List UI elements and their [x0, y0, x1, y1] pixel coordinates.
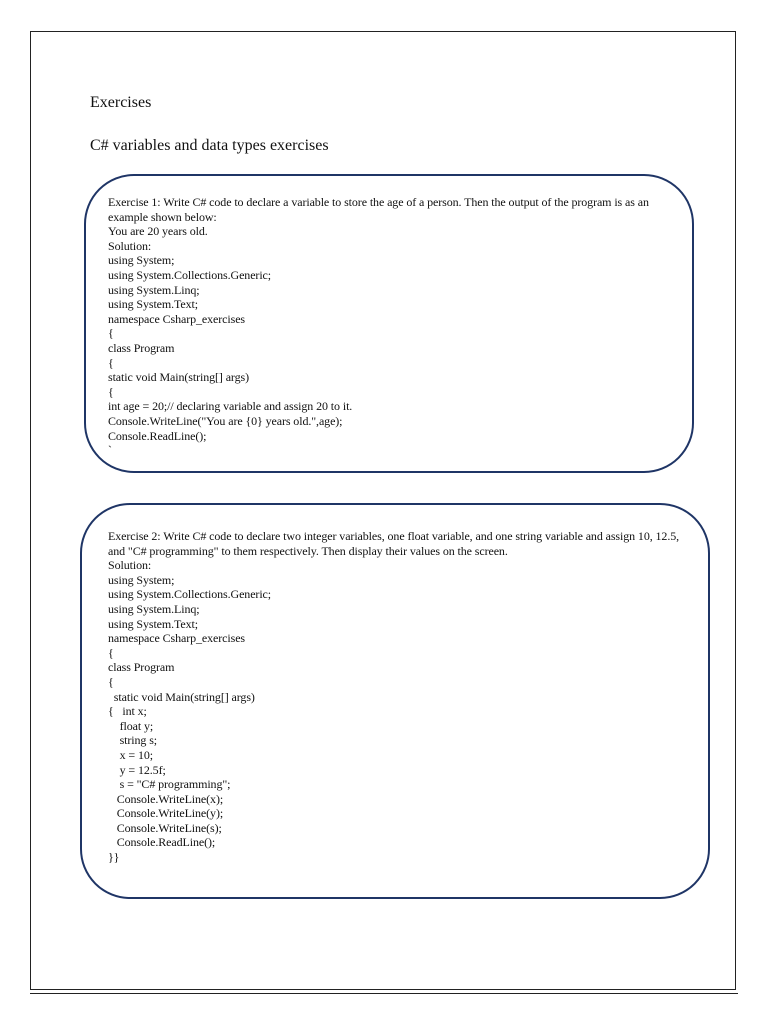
code-line: Solution:	[108, 558, 152, 573]
exercise-1-box	[84, 174, 694, 473]
code-line: {	[108, 384, 114, 399]
code-line: class Program	[108, 660, 175, 675]
exercise-1-code	[108, 224, 676, 458]
code-line: static void Main(string[] args)	[108, 689, 255, 704]
code-line: using System;	[108, 572, 175, 587]
code-line: using System.Text;	[108, 297, 199, 312]
code-line: s = "C# programming";	[108, 777, 231, 792]
code-line: using System;	[108, 253, 175, 268]
code-line: {	[108, 645, 114, 660]
code-line: Solution:	[108, 238, 152, 253]
code-line: y = 12.5f;	[108, 762, 166, 777]
code-line: You are 20 years old.	[108, 224, 208, 239]
exercise-2-box	[80, 503, 710, 899]
code-line: using System.Linq;	[108, 282, 200, 297]
code-line: Console.ReadLine();	[108, 835, 216, 850]
code-line: Console.WriteLine(x);	[108, 791, 224, 806]
code-line: using System.Linq;	[108, 601, 200, 616]
code-line: using System.Collections.Generic;	[108, 587, 272, 602]
code-line: {	[108, 326, 114, 341]
section-subheading: C# variables and data types exercises	[90, 137, 329, 154]
exercise-2-code	[108, 558, 692, 864]
exercise-2-prompt: Exercise 2: Write C# code to declare two integer variables, one float variable, and one string variable and assign 10, 12.5, and "C# programming" to them respectively. Then display their values on the screen.	[108, 529, 680, 558]
code-line: class Program	[108, 340, 175, 355]
code-line: {	[108, 674, 114, 689]
section-heading: Exercises	[90, 94, 152, 111]
code-line: Console.ReadLine();	[108, 428, 207, 443]
code-line: namespace Csharp_exercises	[108, 311, 246, 326]
code-line: namespace Csharp_exercises	[108, 631, 246, 646]
code-line: { int x;	[108, 704, 147, 719]
exercise-1-body	[108, 195, 676, 458]
exercise-1-prompt: Exercise 1: Write C# code to declare a variable to store the age of a person. Then the output of the program is as an example shown below:	[108, 195, 649, 224]
code-line: Console.WriteLine("You are {0} years old.",age);	[108, 413, 343, 428]
code-line: Console.WriteLine(s);	[108, 820, 222, 835]
code-line: int age = 20;// declaring variable and assign 20 to it.	[108, 399, 353, 414]
code-line: static void Main(string[] args)	[108, 370, 249, 385]
exercise-2-body	[108, 529, 692, 865]
code-line: {	[108, 355, 114, 370]
code-line: }}	[108, 850, 120, 865]
page-bottom-rule	[30, 993, 738, 994]
code-line: using System.Text;	[108, 616, 199, 631]
code-line: `	[108, 443, 112, 458]
code-line: using System.Collections.Generic;	[108, 267, 272, 282]
code-line: float y;	[108, 718, 154, 733]
code-line: Console.WriteLine(y);	[108, 806, 224, 821]
code-line: x = 10;	[108, 747, 154, 762]
code-line: string s;	[108, 733, 158, 748]
